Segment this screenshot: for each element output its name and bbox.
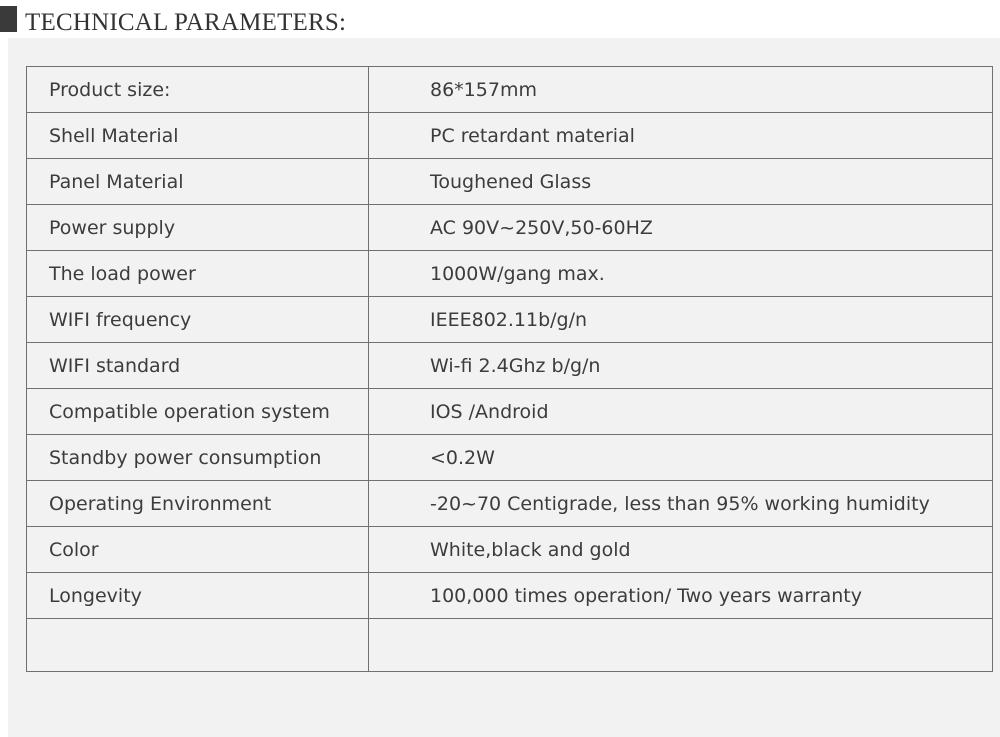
table-row	[27, 205, 993, 251]
spec-label: Color	[27, 527, 369, 573]
spec-label: The load power	[27, 251, 369, 297]
spec-label: WIFI frequency	[27, 297, 369, 343]
spec-table	[26, 66, 993, 672]
spec-value: 100,000 times operation/ Two years warranty	[369, 573, 993, 619]
spec-value: IOS /Android	[369, 389, 993, 435]
spec-label: Product size:	[27, 67, 369, 113]
spec-label: Power supply	[27, 205, 369, 251]
table-row	[27, 527, 993, 573]
empty-cell	[369, 619, 993, 672]
spec-value: White,black and gold	[369, 527, 993, 573]
empty-table-row	[27, 619, 993, 672]
table-row	[27, 251, 993, 297]
spec-value: AC 90V~250V,50-60HZ	[369, 205, 993, 251]
table-row	[27, 573, 993, 619]
spec-label: Compatible operation system	[27, 389, 369, 435]
spec-value: -20~70 Centigrade, less than 95% working humidity	[369, 481, 993, 527]
table-row	[27, 113, 993, 159]
table-row	[27, 67, 993, 113]
spec-label: WIFI standard	[27, 343, 369, 389]
table-row	[27, 389, 993, 435]
spec-label: Longevity	[27, 573, 369, 619]
spec-value: PC retardant material	[369, 113, 993, 159]
table-row	[27, 159, 993, 205]
spec-value: 1000W/gang max.	[369, 251, 993, 297]
table-row	[27, 343, 993, 389]
table-row	[27, 481, 993, 527]
spec-label: Panel Material	[27, 159, 369, 205]
spec-value: Toughened Glass	[369, 159, 993, 205]
spec-value: IEEE802.11b/g/n	[369, 297, 993, 343]
page-title: TECHNICAL PARAMETERS:	[25, 9, 347, 36]
title-marker	[0, 6, 17, 32]
spec-label: Shell Material	[27, 113, 369, 159]
spec-label: Standby power consumption	[27, 435, 369, 481]
spec-label: Operating Environment	[27, 481, 369, 527]
spec-value: Wi-fi 2.4Ghz b/g/n	[369, 343, 993, 389]
empty-cell	[27, 619, 369, 672]
table-row	[27, 435, 993, 481]
table-row	[27, 297, 993, 343]
spec-value: 86*157mm	[369, 67, 993, 113]
spec-value: <0.2W	[369, 435, 993, 481]
